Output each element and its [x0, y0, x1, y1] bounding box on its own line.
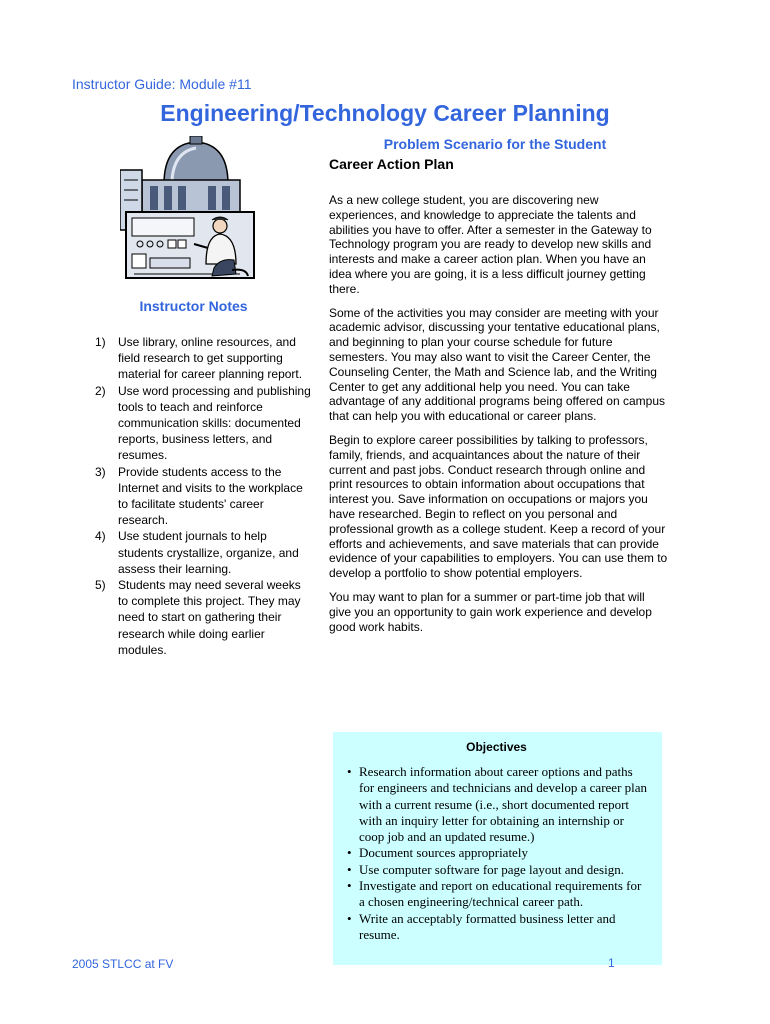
page-title: Engineering/Technology Career Planning [160, 100, 610, 126]
footer-copyright: 2005 STLCC at FV [72, 957, 174, 971]
scenario-title: Problem Scenario for the Student [383, 136, 607, 152]
scenario-paragraph: You may want to plan for a summer or part-time job that will give you an opportunity to gain work experience and develop good work habits. [329, 589, 652, 634]
list-item: • Use computer software for page layout and design. [345, 862, 648, 878]
scenario-paragraph: As a new college student, you are discovering new experiences, and knowledge to appreciate the talents and abilities you have to offer. After a semester in the Gateway to Technology program you are ready to develop new skills and interests and make a career action plan. When you have an idea where you are going, it is a less difficult journey getting there. [329, 193, 652, 296]
list-item: • Investigate and report on educational requirements for a chosen engineering/technical career path. [345, 878, 648, 911]
list-item: 4) Use student journals to help students crystallize, organize, and assess their learning. [95, 529, 299, 576]
career-action-plan-heading: Career Action Plan [329, 156, 454, 172]
engineer-control-room-icon [120, 136, 262, 286]
list-item: • Document sources appropriately [345, 845, 648, 861]
list-item: 1) Use library, online resources, and field research to get supporting material for career planning report. [95, 335, 303, 382]
list-item: 5) Students may need several weeks to complete this project. They may need to start on gathering their research while doing earlier modules. [95, 578, 301, 657]
objectives-title: Objectives [466, 740, 527, 754]
scenario-body [329, 193, 669, 643]
scenario-paragraph: Begin to explore career possibilities by talking to professors, family, friends, and acquaintances about the nature of their current and past jobs. Conduct research through online and print resources to obtain information about occupations that interest you. Save information on occupations or majors you have researched. Begin to reflect on you personal and professional growth as a college student. Keep a record of your efforts and achievements, and save materials that can provide evidence of your capabilities to employers. You can use them to develop a portfolio to show potential employers. [329, 432, 668, 581]
module-label: Instructor Guide: Module #11 [72, 76, 252, 92]
objectives-box [333, 732, 662, 965]
instructor-notes-title: Instructor Notes [139, 298, 248, 314]
scenario-paragraph: Some of the activities you may consider are meeting with your academic advisor, discussing your tentative educational plans, and beginning to plan your course schedule for future semesters. You may also want to visit the Career Center, the Counseling Center, the Math and Science lab, and the Writing Center to get any additional help you need. You can take advantage of any additional programs being offered on campus that can help you with educational or career plans. [329, 305, 666, 424]
list-item: • Research information about career options and paths for engineers and technicians and develop a career plan with a current resume (i.e., short documented report with an inquiry letter for obtaining an internship or coop job and an updated resume.) [345, 764, 648, 845]
list-item: • Write an acceptably formatted business letter and resume. [345, 911, 648, 944]
page-number: 1 [608, 956, 615, 970]
list-item: 2) Use word processing and publishing tools to teach and reinforce communication skills: documented reports, business letters, and resumes. [95, 383, 311, 463]
objectives-list [345, 764, 648, 943]
list-item: 3) Provide students access to the Internet and visits to the workplace to facilitate students' career research. [95, 464, 303, 528]
instructor-notes-list [95, 334, 313, 658]
